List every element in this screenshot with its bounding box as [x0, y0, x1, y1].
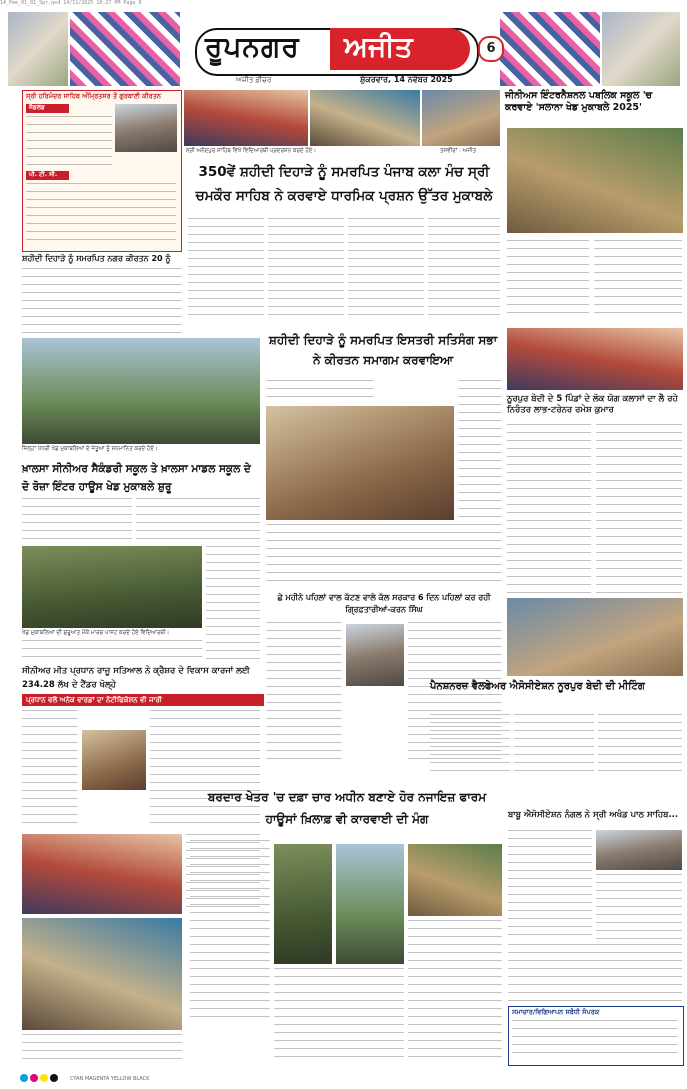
contact-ad-text: [512, 1020, 678, 1060]
genius-school-text-2: [594, 240, 682, 320]
top-strip-photo-3: [422, 90, 500, 146]
nagar-kirtan-text: [22, 268, 182, 334]
cmyk-marks: [20, 1074, 60, 1084]
date-line: ਸ਼ੁੱਕਰਵਾਰ, 14 ਨਵੰਬਰ 2025: [360, 75, 453, 84]
masthead-left-pattern: [70, 12, 180, 86]
satsang-text-bottom: [266, 524, 502, 588]
gurbani-tag-1: ਜੈਡਲਡ: [26, 104, 69, 113]
masthead-right-pattern: [500, 12, 600, 86]
genius-school-headline: ਜੀਨੀਅਸ ਇੰਟਰਨੈਸ਼ਨਲ ਪਬਲਿਕ ਸਕੂਲ 'ਚ ਕਰਵਾਏ 'ਸਲਾਨਾ ਖੇਡ ਮੁਕਾਬਲੇ 2025': [505, 90, 653, 113]
top-strip-credit: ਤਸਵੀਰਾਂ : ਅਜੀਤ: [440, 148, 477, 154]
satyal-photo: [82, 730, 146, 790]
contact-ad-title: ਸਮਾਚਾਰ/ਵਿਗਿਆਪਨ ਸਬੰਧੀ ਸੰਪਰਕ: [512, 1008, 600, 1016]
satsang-headline: ਸ਼ਹੀਦੀ ਦਿਹਾੜੇ ਨੂੰ ਸਮਰਪਿਤ ਇਸਤਰੀ ਸਤਿਸੰਗ ਸਭਾ ਨੇ ਕੀਰਤਨ ਸਮਾਗਮ ਕਰਵਾਇਆ: [268, 333, 498, 367]
tender-headline: ਸੀਨੀਅਰ ਮੀਤ ਪ੍ਰਧਾਨ ਰਾਜੂ ਸਤਿਆਲ ਨੇ ਕ੍ਰੈਸ਼ਰ ਦੇ ਵਿਕਾਸ ਕਾਰਜਾਂ ਲਈ 234.28 ਲੱਖ ਦੇ ਟੈਂਡਰ ਖੋਲ੍ਹੇ: [22, 666, 250, 690]
logo-left-text: ਰੂਪਨਗਰ: [205, 30, 300, 63]
sports-meet-photo: [507, 128, 683, 233]
honouring-photo: [22, 834, 182, 914]
khalsa-text-3: [206, 546, 260, 666]
gurbani-tag-2: ਪੀ. ਟੀ. ਸੀ.: [26, 171, 69, 180]
babu-text-1: [508, 830, 592, 940]
yoga-text-2: [596, 424, 682, 594]
notification-red-bar: ਪ੍ਰਧਾਨ ਵਲੋਂ ਅਨੇਕ ਵਾਰਡਾਂ ਦਾ ਨੋਟੀਫਿਕੇਸ਼ਨ ਵੀ ਜਾਰੀ: [22, 694, 264, 706]
farmhouse-headline: ਬਰਦਾਰ ਖੇਤਰ 'ਚ ਦਫ਼ਾ ਚਾਰ ਅਧੀਨ ਬਣਾਏ ਹੋਰ ਨਜਾਇਜ਼ ਫਾਰਮ ਹਾਊਸਾਂ ਖ਼ਿਲਾਫ਼ ਵੀ ਕਾਰਵਾਈ ਦੀ ਮੰਗ: [207, 790, 487, 826]
tender-text-1: [22, 710, 78, 830]
gurbani-box-title: ਸ੍ਰੀ ਹਰਿਮੰਦਰ ਸਾਹਿਬ ਅੰਮ੍ਰਿਤਸਰ ਤੋਂ ਗੁਰਬਾਣੀ ਕੀਰਤਨ: [26, 92, 161, 100]
gurbani-text-1: [26, 116, 112, 168]
babu-association-headline: ਬਾਬੂ ਐਸੋਸੀਏਸ਼ਨ ਨੰਗਲ ਨੇ ਸ੍ਰੀ ਅਖੰਡ ਪਾਠ ਸਾਹਿਬ...: [508, 810, 679, 820]
edition-label: ਅਜੀਤ ਫ਼ੀਚਰ: [236, 76, 272, 84]
babu-photo: [596, 830, 682, 870]
pensioners-headline: ਪੈਨਸ਼ਨਰਜ਼ ਵੈਲਫੇਅਰ ਐਸੋਸੀਏਸ਼ਨ ਨੂਰਪੁਰ ਬੇਦੀ ਦੀ ਮੀਟਿੰਗ: [430, 681, 645, 692]
main-headline: 350ਵੇਂ ਸ਼ਹੀਦੀ ਦਿਹਾੜੇ ਨੂੰ ਸਮਰਪਿਤ ਪੰਜਾਬ ਕਲਾ ਮੰਚ ਸ੍ਰੀ ਚਮਕੌਰ ਸਾਹਿਬ ਨੇ ਕਰਵਾਏ ਧਾਰਮਿਕ ਪ੍ਰਸ਼ਨ ਉੱਤਰ ਮੁਕਾਬਲੇ: [195, 164, 493, 204]
pensioners-text-3: [598, 714, 682, 778]
main-article-col-2: [268, 218, 344, 322]
babu-text-3: [508, 944, 682, 1004]
district-sports-photo: [22, 338, 260, 444]
print-footer: [0, 1070, 687, 1089]
march-past-photo: [22, 546, 202, 628]
pensioners-text-2: [514, 714, 594, 778]
crop-mark-text: 14_Pee_01_01_Spr.qxd 14/11/2025 10:27 PM Page 6: [0, 0, 142, 6]
khalsa-text-1: [22, 498, 132, 542]
karan-singh-headline: ਛੇ ਮਹੀਨੇ ਪਹਿਲਾਂ ਵਾਲ ਕੱਟਣ ਵਾਲੇ ਕੱਲ ਸਰਕਾਰ 6 ਦਿਨ ਪਹਿਲਾਂ ਕਰ ਰਹੀ ਗ੍ਰਿਫ਼ਤਾਰੀਆਂ-ਕਰਨ ਸਿੰਘ: [277, 593, 491, 614]
logo-right-block: [330, 28, 470, 70]
trees-photo-3: [408, 844, 502, 916]
district-sports-caption: ਜ਼ਿਲ੍ਹਾ ਪੱਧਰੀ ਖੇਡ ਮੁਕਾਬਲਿਆਂ ਦੇ ਜੇਤੂਆਂ ਨੂੰ ਸਨਮਾਨਿਤ ਕਰਦੇ ਹੋਏ।: [22, 446, 158, 452]
bottom-left-text: [22, 1034, 182, 1064]
magenta-mark: [30, 1074, 38, 1082]
march-past-caption: ਖੇਡ ਮੁਕਾਬਲਿਆਂ ਦੀ ਸ਼ੁਰੂਆਤ ਮੌਕੇ ਮਾਰਚ ਪਾਸਟ ਕਰਦੇ ਹੋਏ ਵਿਦਿਆਰਥੀ।: [22, 630, 170, 636]
pensioners-photo: [507, 598, 683, 676]
gurbani-text-2: [26, 183, 176, 247]
top-strip-caption: ਸ੍ਰੀ ਅਨੰਦਪੁਰ ਸਾਹਿਬ ਵਿਖੇ ਵਿਦਿਆਰਥੀ ਪ੍ਰਦਰਸ਼ਨ ਕਰਦੇ ਹੋਏ।: [186, 148, 317, 154]
karan-singh-photo: [346, 624, 404, 686]
satsang-text-right: [458, 380, 502, 520]
top-strip-photo-2: [310, 90, 420, 146]
khalsa-text-2: [136, 498, 260, 542]
yoga-headline: ਨੂਰਪੁਰ ਬੇਦੀ ਦੇ 5 ਪਿੰਡਾਂ ਦੇ ਲੋਕ ਯੋਗ ਕਲਾਸਾਂ ਦਾ ਲੈ ਰਹੇ ਨਿਰੰਤਰ ਲਾਭ-ਟਰੇਨਰ ਰਮੇਸ਼ ਕੁਮਾਰ: [507, 394, 678, 415]
babu-text-2: [596, 874, 682, 940]
masthead-right-photo: [602, 12, 680, 86]
main-article-col-4: [428, 218, 500, 322]
masthead-left-photo: [8, 12, 68, 86]
kirtan-photo: [266, 406, 454, 520]
trees-photo-2: [336, 844, 404, 964]
yoga-class-photo: [507, 328, 683, 390]
satsang-text-left: [266, 380, 374, 404]
nagar-kirtan-headline: ਸ਼ਹੀਦੀ ਦਿਹਾੜੇ ਨੂੰ ਸਮਰਪਿਤ ਨਗਰ ਕੀਰਤਨ 20 ਨੂੰ: [22, 254, 171, 263]
crop-mark: [0, 0, 687, 10]
trees-photo-1: [274, 844, 332, 964]
karan-singh-text-1: [266, 622, 342, 762]
pensioners-text-1: [430, 714, 510, 778]
page-number: 6: [478, 36, 504, 62]
black-mark: [50, 1074, 58, 1082]
main-article-col-1: [188, 218, 264, 322]
golden-temple-photo: [115, 104, 177, 152]
yellow-mark: [40, 1074, 48, 1082]
cmyk-label: CYAN MAGENTA YELLOW BLACK: [70, 1076, 150, 1082]
bottom-left-photo: [22, 918, 182, 1030]
farmhouse-text-3: [274, 968, 404, 1060]
yoga-text-1: [507, 424, 591, 594]
main-article-col-3: [348, 218, 424, 322]
genius-school-text-1: [507, 240, 589, 320]
khalsa-school-headline: ਖ਼ਾਲਸਾ ਸੀਨੀਅਰ ਸੈਕੰਡਰੀ ਸਕੂਲ ਤੇ ਖ਼ਾਲਸਾ ਮਾਡਲ ਸਕੂਲ ਦੇ ਦੋ ਰੋਜ਼ਾ ਇੰਟਰ ਹਾਊਸ ਖੇਡ ਮੁਕਾਬਲੇ ਸ਼ੁਰੂ: [22, 463, 251, 493]
farmhouse-text-2: [408, 920, 502, 1060]
farmhouse-text-1: [190, 840, 270, 1020]
top-strip-photo-1: [184, 90, 308, 146]
logo-right-text: ਅਜੀਤ: [344, 30, 413, 63]
khalsa-text-4: [22, 640, 202, 660]
cyan-mark: [20, 1074, 28, 1082]
